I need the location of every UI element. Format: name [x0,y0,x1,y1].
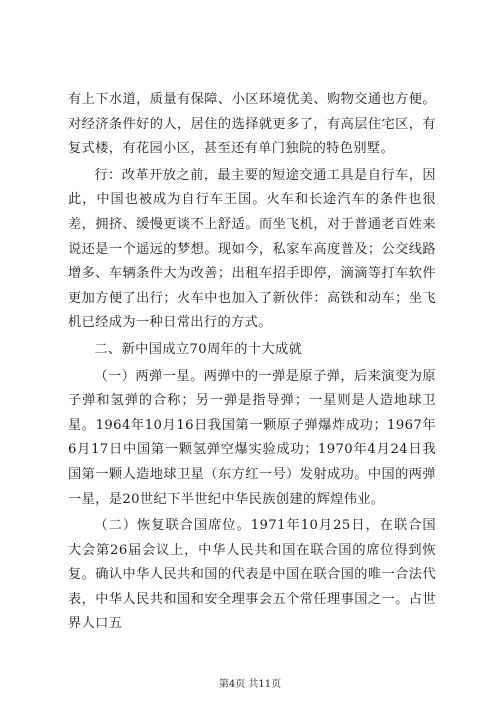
section-heading: 二、新中国成立70周年的十大成就 [94,341,303,357]
page-footer: 第4页 共11页 [218,679,282,690]
paragraph-transport: 行：改革开放之前，最主要的短途交通工具是自行车，因此，中国也被成为自行车王国。火车和长途汽车的条件也很差，拥挤、缓慢更谈不上舒适。而坐飞机，对于普通老百姓来说还是一个遥远的梦想。现如今，私家车高度普及；公交线路增多、车辆条件大为改善；出租车招手即停，滴滴等打车软件更加方便了出行；火车中也加入了新伙伴：高铁和动车；坐飞机已经成为一种日常出行的方式。 [68,167,436,331]
paragraph-two-bombs-one-satellite: （一）两弹一星。两弹中的一弹是原子弹，后来演变为原子弹和氢弹的合称；另一弹是指导弹；一星则是人造地球卫星。1964年10月16日我国第一颗原子弹爆炸成功；1967年6月17日中国第一颗氢弹空爆实验成功；1970年4月24日我国第一颗人造地球卫星（东方红一号）发射成功。中国的两弹一星，是20世纪下半世纪中华民族创建的辉煌伟业。 [68,368,436,507]
document-body [68,88,436,639]
paragraph-housing-continued: 有上下水道，质量有保障、小区环境优美、购物交通也方便。对经济条件好的人，居住的选择就更多了，有高层住宅区，有复式楼，有花园小区，甚至还有单门独院的特色别墅。 [68,92,436,157]
paragraph-un-seat: （二）恢复联合国席位。1971年10月25日，在联合国大会第26届会议上，中华人民共和国在联合国的席位得到恢复。确认中华人民共和国的代表是中国在联合国的唯一合法代表，中华人民共和国和安全理事会五个常任理事国之一。占世界人口五 [68,518,436,632]
